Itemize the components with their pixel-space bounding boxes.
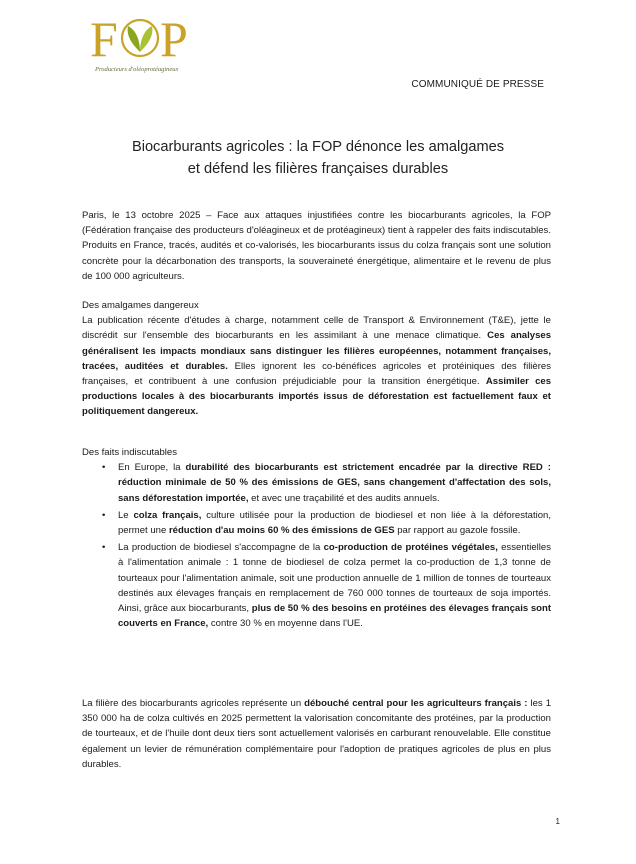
- section-faits: [82, 445, 551, 633]
- leaf-sprout-icon: [122, 20, 158, 56]
- bullet-icon: •: [102, 509, 106, 521]
- bullet-icon: •: [102, 542, 106, 554]
- facts-list: [82, 460, 551, 631]
- list-item: • Le colza français, culture utilisée pour la production de biodiesel et non liée à la déforestation, permet une réduction d'au moins 60 % des émissions de GES par rapport au gazole fossile.: [102, 509, 551, 537]
- list-item: • En Europe, la durabilité des biocarburants est strictement encadrée par la directive RED : réduction minimale de 50 % des émissions de GES, sans changement d'affectation des sols, sans déforestation importée, et avec une traçabilité et des audits annuels.: [102, 462, 551, 504]
- logo-tagline: Producteurs d'oléoprotéagineux: [95, 66, 179, 73]
- logo-letter-f: F: [90, 11, 118, 67]
- bullet-icon: •: [102, 462, 106, 474]
- section-heading: Des amalgames dangereux: [82, 300, 199, 311]
- press-release-label: COMMUNIQUÉ DE PRESSE: [411, 79, 544, 90]
- list-item: • La production de biodiesel s'accompagne de la co-production de protéines végétales, essentielles à l'alimentation animale : 1 tonne de biodiesel de colza permet la co-production de 1,3 tonne de tourteaux pour l'alimentation animale, soit une production annuelle de 1 million de tonnes de tourteaux destinés aux élevages français en remplacement de 760 000 tonnes de tourteaux de soja importés. Ainsi, grâce aux biocarburants, plus de 50 % des besoins en protéines des élevages français sont couverts en France, contre 30 % en moyenne dans l'UE.: [102, 542, 552, 630]
- page-number: 1: [555, 817, 560, 826]
- section-amalgames: [82, 298, 551, 420]
- closing-paragraph: [82, 696, 551, 772]
- intro-text: Paris, le 13 octobre 2025 – Face aux attaques injustifiées contre les biocarburants agricoles, la FOP (Fédération française des producteurs d'oléagineux et de protéagineux) tient à rappeler des faits indiscutables. Produits en France, tracés, audités et co-valorisés, les biocarburants issus du colza français sont une solution concrète pour la décarbonation des transports, la souveraineté énergétique, alimentaire et le revenu de plus de 100 000 agriculteurs.: [82, 210, 551, 282]
- closing-text: La filière des biocarburants agricoles représente un débouché central pour les agriculteurs français : les 1 350 000 ha de colza cultivés en 2025 permettent la valorisation concomitante des protéines, par la production de tourteaux, et de l'huile dont deux tiers sont actuellement valorisés en carburant renouvelable. Elle constitue également un levier de rémunération complémentaire pour l'adoption de pratiques agricoles de plus en plus durables.: [82, 698, 552, 770]
- logo-letter-p: P: [160, 11, 188, 67]
- title-line-2: et défend les filières françaises durables: [187, 161, 449, 177]
- intro-paragraph: [82, 208, 551, 284]
- page-title: [90, 136, 546, 180]
- title-line-1: Biocarburants agricoles : la FOP dénonce les amalgames: [131, 139, 505, 155]
- section-heading: Des faits indiscutables: [82, 447, 177, 458]
- section-paragraph: La publication récente d'études à charge, notamment celle de Transport & Environnement (T&E), jette le discrédit sur l'ensemble des biocarburants en les assimilant à une menace climatique. Ces analyses généralisent les impacts mondiaux sans distinguer les filières européennes, notamment françaises, tracées, auditées et durables. Elles ignorent les co-bénéfices agricoles et protéiniques des filières françaises, et contribuent à une confusion préjudiciable pour la transition énergétique. Assimiler ces productions locales à des biocarburants importés issus de déforestation est factuellement faux et politiquement dangereux.: [82, 315, 552, 418]
